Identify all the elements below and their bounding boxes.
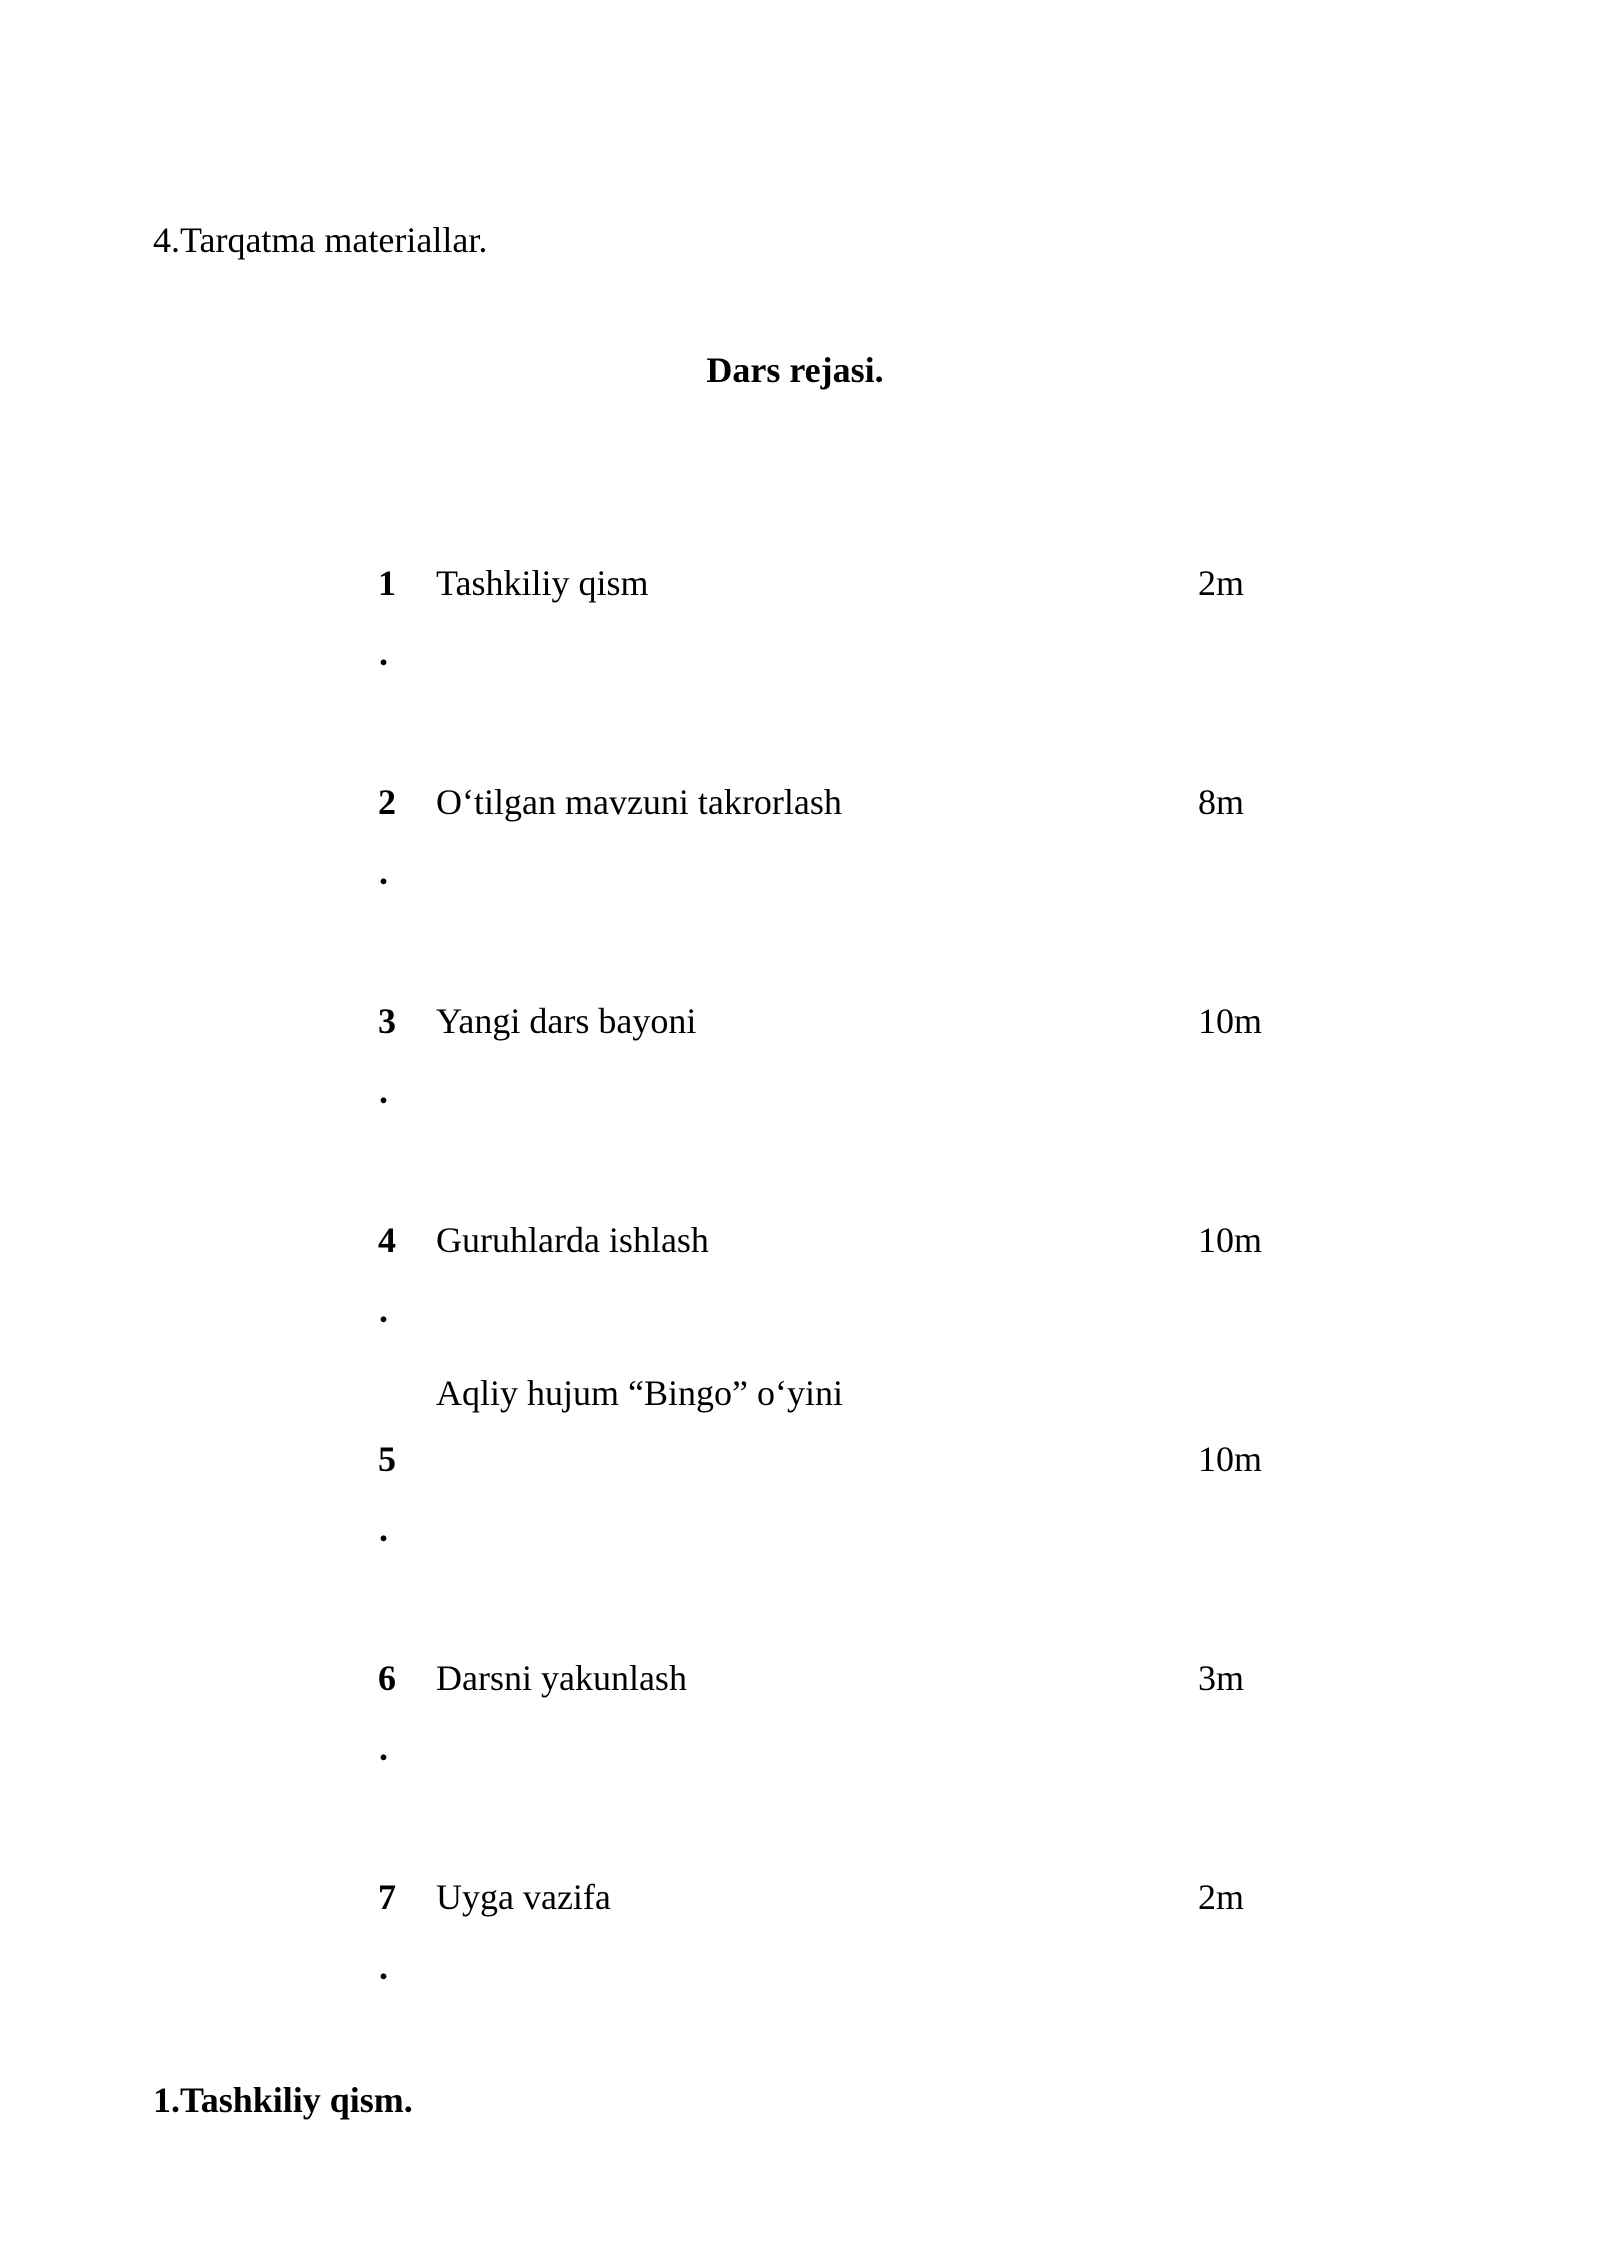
plan-item [0, 784, 1600, 924]
plan-item-time: 2m [1198, 563, 1245, 603]
plan-item-number: 3 [378, 1001, 396, 1041]
plan-item-time: 10m [1198, 1439, 1263, 1479]
plan-item-dot: . [379, 1290, 388, 1330]
plan-item-label: Guruhlarda ishlash [436, 1220, 709, 1260]
plan-item-number: 7 [378, 1877, 396, 1917]
plan-item-time: 8m [1198, 782, 1245, 822]
plan-item-label: Aqliy hujum “Bingo” o‘yini [436, 1373, 843, 1413]
plan-item-dot: . [379, 852, 388, 892]
plan-item [0, 1879, 1600, 2019]
plan-item-time: 2m [1198, 1877, 1245, 1917]
section-heading: 1.Tashkiliy qism. [153, 2080, 413, 2120]
plan-item-label: Uyga vazifa [436, 1877, 611, 1917]
plan-item-time: 3m [1198, 1658, 1245, 1698]
plan-item-number: 2 [378, 782, 396, 822]
plan-item-time: 10m [1198, 1220, 1263, 1260]
plan-item [0, 1003, 1600, 1143]
plan-item-dot: . [379, 1071, 388, 1111]
plan-item-label: Yangi dars bayoni [436, 1001, 697, 1041]
plan-item-number: 1 [378, 563, 396, 603]
plan-item-label: O‘tilgan mavzuni takrorlash [436, 782, 842, 822]
plan-item [0, 1660, 1600, 1800]
plan-item-label: Darsni yakunlash [436, 1658, 687, 1698]
plan-item-dot: . [379, 1947, 388, 1987]
plan-item-dot: . [379, 1728, 388, 1768]
plan-item-dot: . [379, 1509, 388, 1549]
plan-item [0, 1222, 1600, 1362]
plan-item-number: 6 [378, 1658, 396, 1698]
plan-item-number: 4 [378, 1220, 396, 1260]
plan-item-dot: . [379, 633, 388, 673]
plan-item [0, 565, 1600, 705]
lesson-plan-title: Dars rejasi. [706, 350, 884, 390]
plan-item [0, 1373, 1600, 1581]
plan-item-time: 10m [1198, 1001, 1263, 1041]
plan-item-label: Tashkiliy qism [436, 563, 649, 603]
handout-materials-line: 4.Tarqatma materiallar. [153, 220, 488, 260]
plan-item-number: 5 [378, 1439, 396, 1479]
